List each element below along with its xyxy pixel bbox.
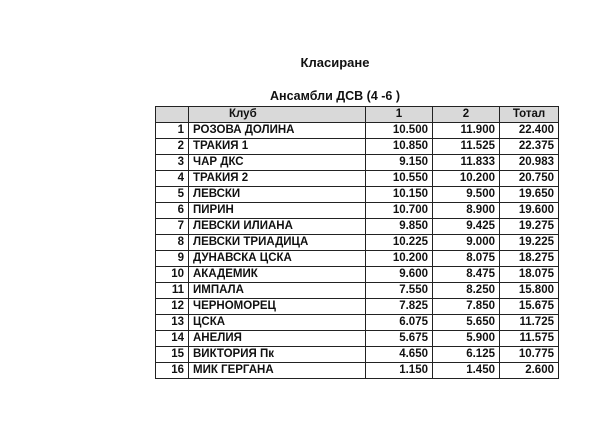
score-2-cell: 5.650 [433,315,500,331]
club-cell: АНЕЛИЯ [189,331,366,347]
rank-cell: 5 [156,187,189,203]
score-1-cell: 10.550 [366,171,433,187]
total-cell: 22.375 [500,139,559,155]
total-cell: 10.775 [500,347,559,363]
score-2-cell: 11.833 [433,155,500,171]
table-row [156,123,559,139]
table-row [156,139,559,155]
table-row [156,363,559,379]
score-2-cell: 7.850 [433,299,500,315]
club-cell: ЧЕРНОМОРЕЦ [189,299,366,315]
table-row [156,203,559,219]
rank-cell: 15 [156,347,189,363]
score-1-cell: 1.150 [366,363,433,379]
score-2-cell: 9.425 [433,219,500,235]
total-cell: 19.225 [500,235,559,251]
score-1-cell: 4.650 [366,347,433,363]
club-cell: АКАДЕМИК [189,267,366,283]
table-row [156,251,559,267]
header-rank [156,107,189,123]
score-1-cell: 9.150 [366,155,433,171]
club-cell: ТРАКИЯ 1 [189,139,366,155]
club-cell: РОЗОВА ДОЛИНА [189,123,366,139]
score-1-cell: 5.675 [366,331,433,347]
score-1-cell: 10.225 [366,235,433,251]
score-1-cell: 7.550 [366,283,433,299]
club-cell: ЛЕВСКИ ТРИАДИЦА [189,235,366,251]
table-row [156,187,559,203]
table-row [156,315,559,331]
score-1-cell: 10.200 [366,251,433,267]
header-score-2: 2 [433,107,500,123]
total-cell: 2.600 [500,363,559,379]
score-2-cell: 8.075 [433,251,500,267]
total-cell: 15.800 [500,283,559,299]
score-1-cell: 10.700 [366,203,433,219]
table-row [156,171,559,187]
rank-cell: 13 [156,315,189,331]
club-cell: ЦСКА [189,315,366,331]
total-cell: 19.275 [500,219,559,235]
score-1-cell: 10.150 [366,187,433,203]
club-cell: ВИКТОРИЯ Пк [189,347,366,363]
rank-cell: 14 [156,331,189,347]
score-2-cell: 8.475 [433,267,500,283]
table-row [156,267,559,283]
rank-cell: 11 [156,283,189,299]
score-1-cell: 7.825 [366,299,433,315]
score-2-cell: 8.250 [433,283,500,299]
header-score-1: 1 [366,107,433,123]
table-row [156,283,559,299]
rank-cell: 3 [156,155,189,171]
score-2-cell: 11.525 [433,139,500,155]
total-cell: 20.750 [500,171,559,187]
total-cell: 22.400 [500,123,559,139]
total-cell: 11.725 [500,315,559,331]
total-cell: 19.600 [500,203,559,219]
score-2-cell: 9.000 [433,235,500,251]
table-row [156,331,559,347]
club-cell: МИК ГЕРГАНА [189,363,366,379]
score-2-cell: 11.900 [433,123,500,139]
club-cell: ЛЕВСКИ [189,187,366,203]
standings-table [155,106,559,379]
club-cell: ЛЕВСКИ ИЛИАНА [189,219,366,235]
score-2-cell: 1.450 [433,363,500,379]
score-1-cell: 6.075 [366,315,433,331]
score-1-cell: 10.500 [366,123,433,139]
total-cell: 18.275 [500,251,559,267]
header-club: Клуб [189,107,366,123]
rank-cell: 16 [156,363,189,379]
table-row [156,299,559,315]
score-2-cell: 6.125 [433,347,500,363]
total-cell: 11.575 [500,331,559,347]
total-cell: 18.075 [500,267,559,283]
rank-cell: 8 [156,235,189,251]
score-1-cell: 10.850 [366,139,433,155]
club-cell: ИМПАЛА [189,283,366,299]
total-cell: 20.983 [500,155,559,171]
score-2-cell: 5.900 [433,331,500,347]
club-cell: ТРАКИЯ 2 [189,171,366,187]
total-cell: 19.650 [500,187,559,203]
club-cell: ПИРИН [189,203,366,219]
rank-cell: 12 [156,299,189,315]
table-row [156,235,559,251]
table-subtitle: Ансамбли ДСВ (4 -6 ) [270,89,400,103]
header-total: Тотал [500,107,559,123]
score-2-cell: 9.500 [433,187,500,203]
club-cell: ДУНАВСКА ЦСКА [189,251,366,267]
score-1-cell: 9.600 [366,267,433,283]
score-1-cell: 9.850 [366,219,433,235]
table-row [156,219,559,235]
total-cell: 15.675 [500,299,559,315]
rank-cell: 9 [156,251,189,267]
rank-cell: 2 [156,139,189,155]
rank-cell: 7 [156,219,189,235]
score-2-cell: 10.200 [433,171,500,187]
club-cell: ЧАР ДКС [189,155,366,171]
score-2-cell: 8.900 [433,203,500,219]
rank-cell: 4 [156,171,189,187]
page-title: Класиране [300,55,370,70]
rank-cell: 6 [156,203,189,219]
rank-cell: 10 [156,267,189,283]
table-row [156,155,559,171]
rank-cell: 1 [156,123,189,139]
table-row [156,347,559,363]
table-header-row [156,107,559,123]
